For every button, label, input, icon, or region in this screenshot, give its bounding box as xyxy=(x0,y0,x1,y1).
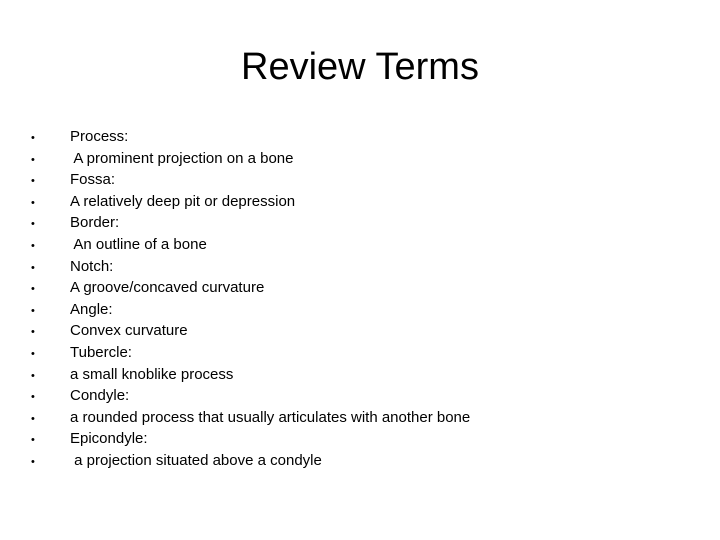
term-label: Condyle: xyxy=(70,387,130,405)
bullet: • xyxy=(31,283,35,296)
bullet: • xyxy=(31,261,35,274)
term-label: Angle: xyxy=(70,300,113,318)
term-label: Fossa: xyxy=(70,171,116,189)
list-item xyxy=(24,299,684,321)
list-item xyxy=(24,277,684,299)
list-item xyxy=(24,256,684,278)
term-definition: A prominent projection on a bone xyxy=(70,149,294,167)
slide-title: Review Terms xyxy=(241,46,479,88)
bullet: • xyxy=(31,218,35,231)
bullet: • xyxy=(31,153,35,166)
bullet: • xyxy=(31,326,35,339)
list-item xyxy=(24,385,684,407)
term-definition: a rounded process that usually articulates with another bone xyxy=(70,408,471,426)
list-item xyxy=(24,234,684,256)
term-label: Border: xyxy=(70,214,120,232)
term-definition: Convex curvature xyxy=(70,322,188,340)
term-definition: a small knoblike process xyxy=(70,365,234,383)
list-item xyxy=(24,191,684,213)
term-definition: A groove/concaved curvature xyxy=(70,279,265,297)
list-item xyxy=(24,342,684,364)
bullet: • xyxy=(31,391,35,404)
bullet: • xyxy=(31,175,35,188)
term-label: Process: xyxy=(70,128,129,145)
bullet: • xyxy=(31,132,35,144)
bullet: • xyxy=(31,239,35,252)
list-item xyxy=(24,212,684,234)
list-item xyxy=(24,407,684,429)
term-label: Tubercle: xyxy=(70,343,132,361)
list-item xyxy=(24,126,684,148)
list-item xyxy=(24,169,684,191)
term-definition: A relatively deep pit or depression xyxy=(70,192,296,210)
list-item xyxy=(24,320,684,342)
bullet: • xyxy=(31,369,35,382)
list-item xyxy=(24,364,684,386)
list-item xyxy=(24,450,684,472)
term-label: Epicondyle: xyxy=(70,430,148,448)
term-label: Notch: xyxy=(70,257,114,275)
bullet: • xyxy=(31,304,35,317)
bullet: • xyxy=(31,196,35,209)
list-item xyxy=(24,428,684,450)
bullet: • xyxy=(31,347,35,360)
bullet: • xyxy=(31,412,35,425)
term-definition: An outline of a bone xyxy=(70,235,207,253)
term-list xyxy=(24,126,684,472)
bullet: • xyxy=(31,455,35,468)
term-definition: a projection situated above a condyle xyxy=(70,451,322,469)
list-item xyxy=(24,148,684,170)
bullet: • xyxy=(31,434,35,447)
